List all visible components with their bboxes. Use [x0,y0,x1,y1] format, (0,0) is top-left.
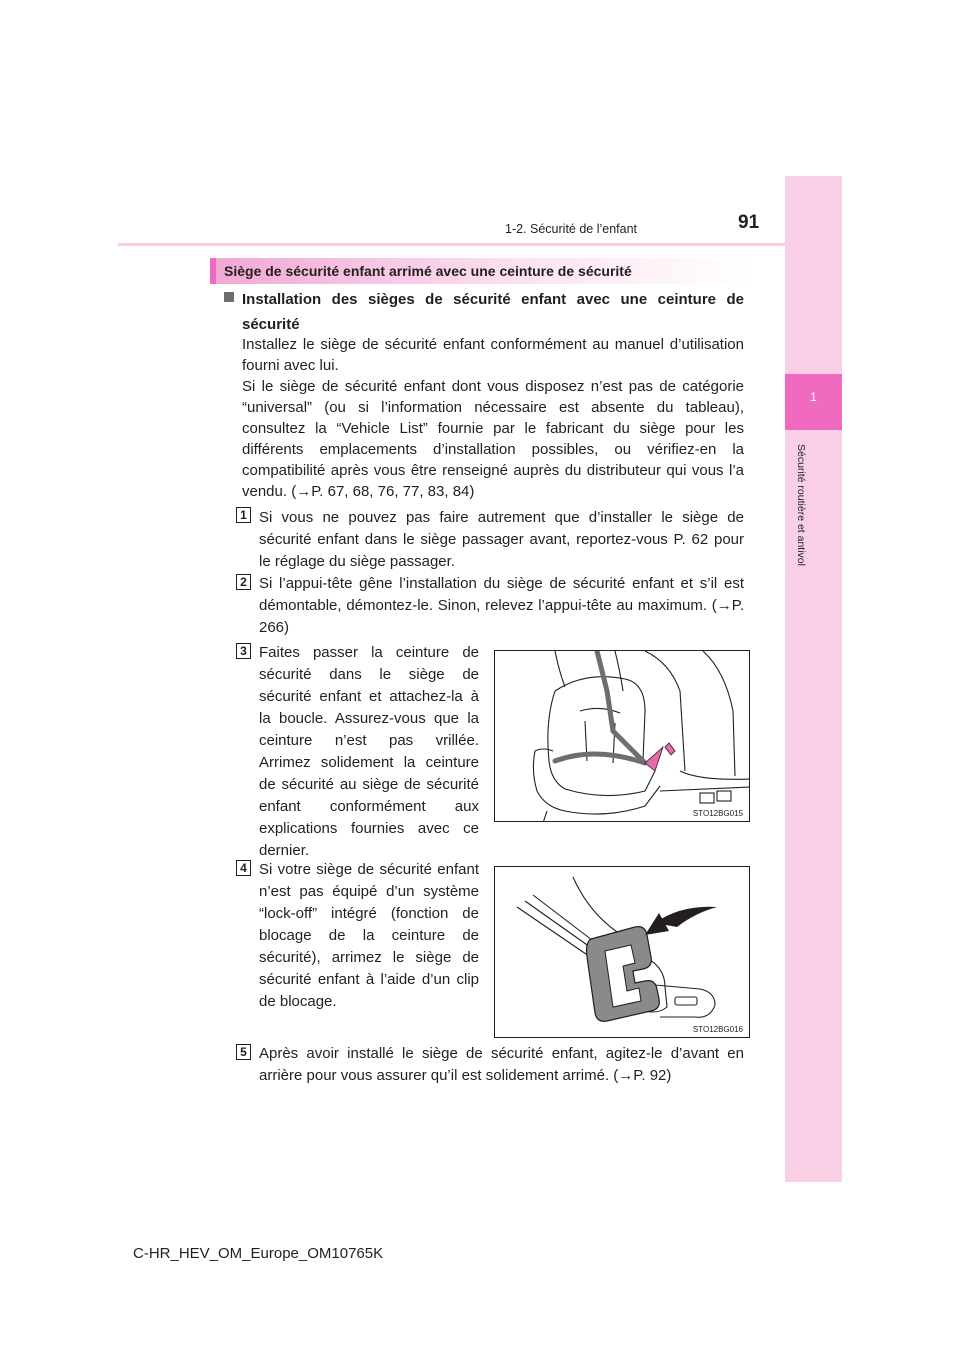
step-number-badge: 2 [236,574,251,590]
locking-clip-illustration [494,866,750,1038]
step-text: Si l’appui-tête gêne l’installation du siège de sécurité enfant et s’il est démontable, démontez-le. Sinon, relevez l’appui-tête au maximum. (→P. 266) [259,575,744,636]
header-section-title: 1-2. Sécurité de l’enfant [505,222,638,236]
chapter-title: Sécurité routière et antivol [795,444,807,566]
step-text: Après avoir installé le siège de sécurité enfant, agitez-le d’avant en arrière pour vous assurer qu’il est solidement arrimé. (→P. 92) [259,1045,744,1084]
child-seat-installation-illustration [494,650,750,822]
pink-arrow-icon [645,743,675,771]
header-divider [118,243,785,246]
document-footer-code: C-HR_HEV_OM_Europe_OM10765K [133,1245,384,1262]
intro-paragraph-2: Si le siège de sécurité enfant dont vous disposez n’est pas de catégorie “universal” (ou si l’information nécessaire est absente du tableau), consultez la “Vehicle List” fournie par le fabricant du siège pour les différents emplacements d’installation possibles, ou vérifiez-en la compatibilité après vous être renseigné auprès du distributeur qui vous l’a vendu. (→P. 67, 68, 76, 77, 83, 84) [242,378,744,500]
step-text: Faites passer la ceinture de sécurité dans le siège de sécurité enfant et attachez-la à la boucle. Assurez-vous que la ceinture n’est pas vrillée. Arrimez solidement la ceinture de sécurité au siège de sécurité enfant conformément aux explications fournies avec ce dernier. [259,644,479,859]
page-number: 91 [738,212,760,233]
step-number-badge: 4 [236,860,251,876]
square-bullet-icon [224,292,234,302]
step-number-badge: 5 [236,1044,251,1060]
chapter-title-vertical [785,442,842,632]
title-bar-accent [210,258,216,284]
figure-code: STO12BG016 [692,1025,743,1034]
intro-paragraph-1: Installez le siège de sécurité enfant conformément au manuel d’utilisation fourni avec lui. [242,336,744,374]
step-text: Si votre siège de sécurité enfant n’est pas équipé d’un système “lock-off” intégré (fonction de blocage de la ceinture de sécurité), arrimez le siège de sécurité enfant à l’aide d’un clip de blocage. [259,861,479,1010]
figure-code: STO12BG015 [692,809,743,818]
step-text: Si vous ne pouvez pas faire autrement que d’installer le siège de sécurité enfant dans le siège passager avant, reportez-vous P. 62 pour le réglage du siège passager. [259,509,744,570]
locking-clip-icon [587,927,660,1022]
section-title: Siège de sécurité enfant arrimé avec une ceinture de sécurité [224,263,632,279]
step-number-badge: 3 [236,643,251,659]
locking-clip-drawing [495,867,750,1038]
subheading: Installation des sièges de sécurité enfant avec une ceinture de sécurité [242,291,744,333]
chapter-number: 1 [810,390,817,404]
section-title-bar [210,258,750,284]
chapter-side-tab [785,176,842,1182]
child-seat-drawing [495,651,750,822]
step-number-badge: 1 [236,507,251,523]
black-arrow-icon [645,907,717,935]
